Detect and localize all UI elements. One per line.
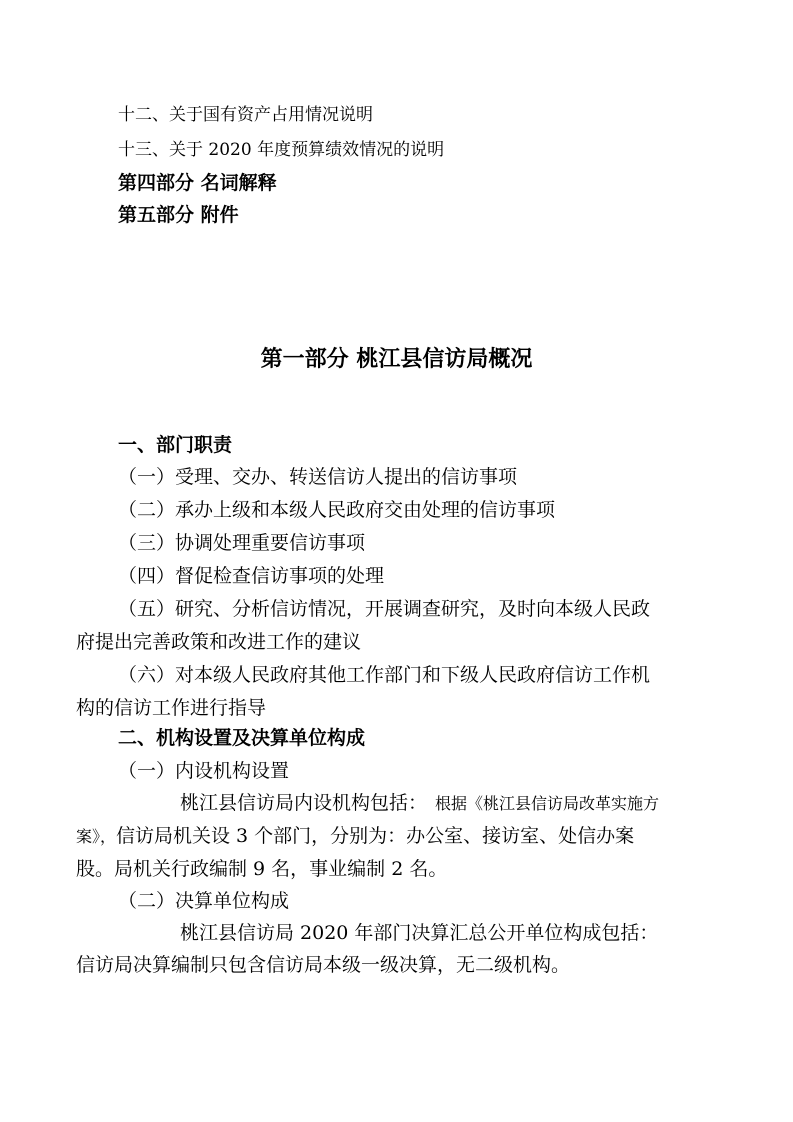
toc-part-4: 第四部分 名词解释	[118, 172, 277, 194]
duty-4: （四）督促检查信访事项的处理	[118, 565, 385, 587]
budget-units-line-2: 信访局决算编制只包含信访局本级一级决算，无二级机构。	[76, 954, 571, 976]
duty-5-line-2: 府提出完善政策和改进工作的建议	[76, 631, 362, 653]
toc-item-13: 十三、关于 2020 年度预算绩效情况的说明	[118, 140, 445, 160]
subsection-budget-units: （二）决算单位构成	[118, 890, 290, 912]
duty-6-line-1: （六）对本级人民政府其他工作部门和下级人民政府信访工作机	[118, 664, 651, 686]
duty-6-line-2: 构的信访工作进行指导	[76, 697, 267, 719]
subsection-internal-structure: （一）内设机构设置	[118, 760, 290, 782]
budget-units-line-1: 桃江县信访局 2020 年部门决算汇总公开单位构成包括：	[180, 922, 659, 944]
part-1-title: 第一部分 桃江县信访局概况	[260, 347, 533, 372]
section-1-heading: 一、部门职责	[118, 434, 233, 456]
toc-item-12: 十二、关于国有资产占用情况说明	[118, 105, 373, 125]
structure-intro-text: 桃江县信访局内设机构包括：	[180, 792, 428, 814]
duty-5-line-1: （五）研究、分析信访情况，开展调查研究，及时向本级人民政	[118, 598, 651, 620]
duty-2: （二）承办上级和本级人民政府交由处理的信访事项	[118, 499, 556, 521]
structure-paragraph-line-3: 股。局机关行政编制 9 名，事业编制 2 名。	[76, 858, 448, 880]
structure-basis-text-end: 案》，	[76, 827, 117, 846]
structure-basis-text: 根据《桃江县信访局改革实施方	[435, 794, 660, 813]
section-2-heading: 二、机构设置及决算单位构成	[118, 727, 366, 749]
structure-departments-text: 信访局机关设 3 个部门，分别为：办公室、接访室、处信办案	[116, 825, 635, 847]
structure-paragraph-line-2	[76, 821, 634, 848]
duty-3: （三）协调处理重要信访事项	[118, 532, 366, 554]
duty-1: （一）受理、交办、转送信访人提出的信访事项	[118, 466, 518, 488]
structure-paragraph-line-1	[180, 788, 659, 815]
toc-part-5: 第五部分 附件	[118, 204, 239, 226]
